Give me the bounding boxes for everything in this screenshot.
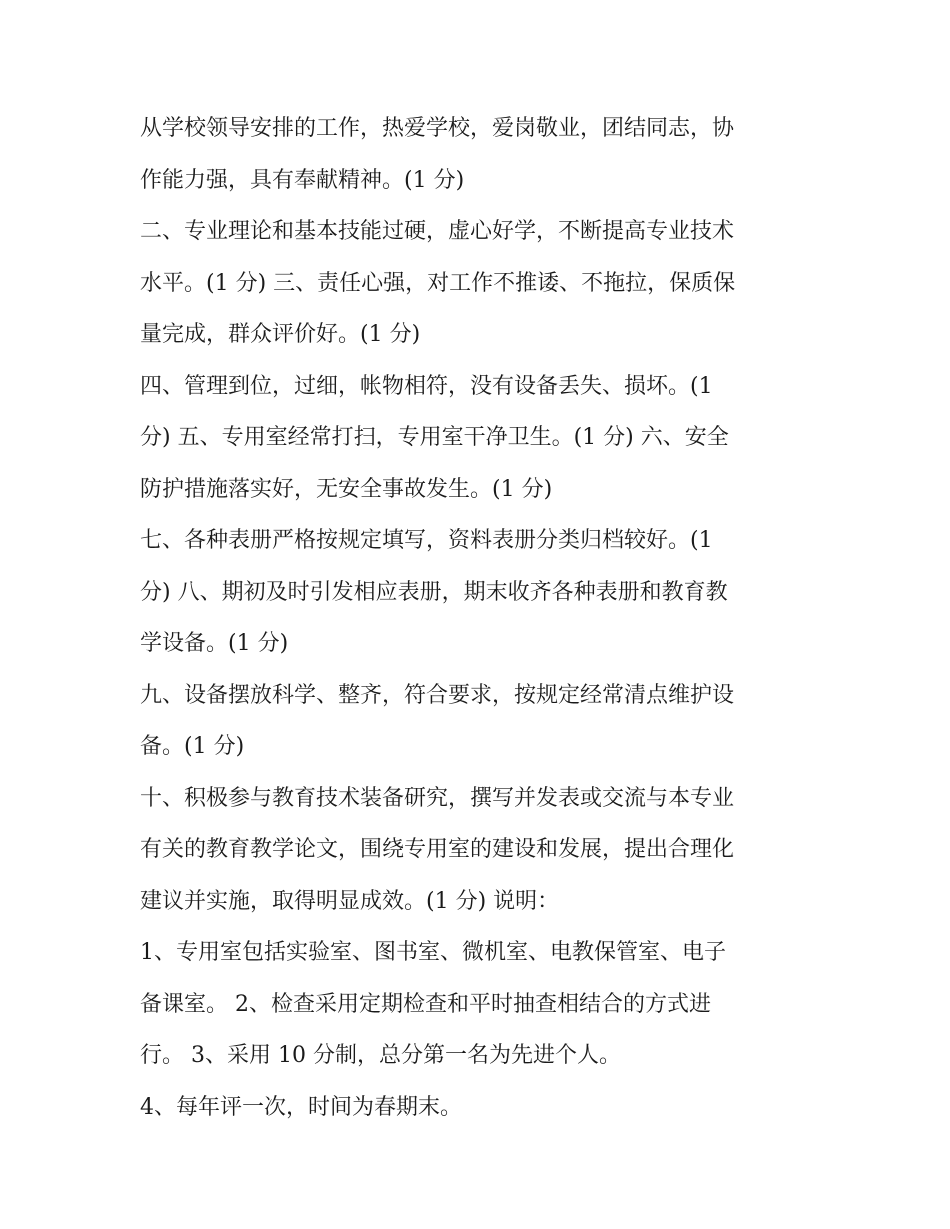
- text-line: 学设备。(1 分): [140, 631, 289, 656]
- text-line: 九、设备摆放科学、整齐，符合要求，按规定经常清点维护设: [140, 682, 735, 708]
- text-line: 备课室。 2、检查采用定期检查和平时抽查相结合的方式进: [140, 991, 711, 1017]
- text-line: 十、积极参与教育技术装备研究，撰写并发表或交流与本专业: [140, 785, 735, 811]
- text-line: 分) 五、专用室经常打扫，专用室干净卫生。(1 分) 六、安全: [140, 425, 729, 450]
- text-line: 水平。(1 分) 三、责任心强，对工作不推诿、不拖拉，保质保: [140, 270, 736, 296]
- text-line: 1、专用室包括实验室、图书室、微机室、电教保管室、电子: [140, 940, 726, 965]
- text-line: 七、各种表册严格按规定填写，资料表册分类归档较好。(1: [140, 528, 713, 553]
- text-line: 防护措施落实好，无安全事故发生。(1 分): [140, 476, 553, 502]
- text-line: 量完成，群众评价好。(1 分): [140, 322, 421, 347]
- text-line: 从学校领导安排的工作，热爱学校，爱岗敬业，团结同志，协: [140, 116, 735, 141]
- text-line: 有关的教育教学论文，围绕专用室的建设和发展，提出合理化: [140, 837, 735, 862]
- document-page: [140, 103, 830, 1133]
- text-line: 四、管理到位，过细，帐物相符，没有设备丢失、损坏。(1: [140, 373, 713, 399]
- text-line: 行。 3、采用 10 分制，总分第一名为先进个人。: [140, 1043, 621, 1068]
- text-line: 作能力强，具有奉献精神。(1 分): [140, 167, 465, 193]
- text-line: 4、每年评一次，时间为春期末。: [140, 1094, 462, 1120]
- text-line: 二、专业理论和基本技能过硬，虚心好学，不断提高专业技术: [140, 219, 735, 244]
- text-line: 分) 八、期初及时引发相应表册，期末收齐各种表册和教育教: [140, 579, 728, 605]
- text-line: 建议并实施，取得明显成效。(1 分) 说明：: [140, 888, 560, 914]
- text-line: 备。(1 分): [140, 734, 245, 759]
